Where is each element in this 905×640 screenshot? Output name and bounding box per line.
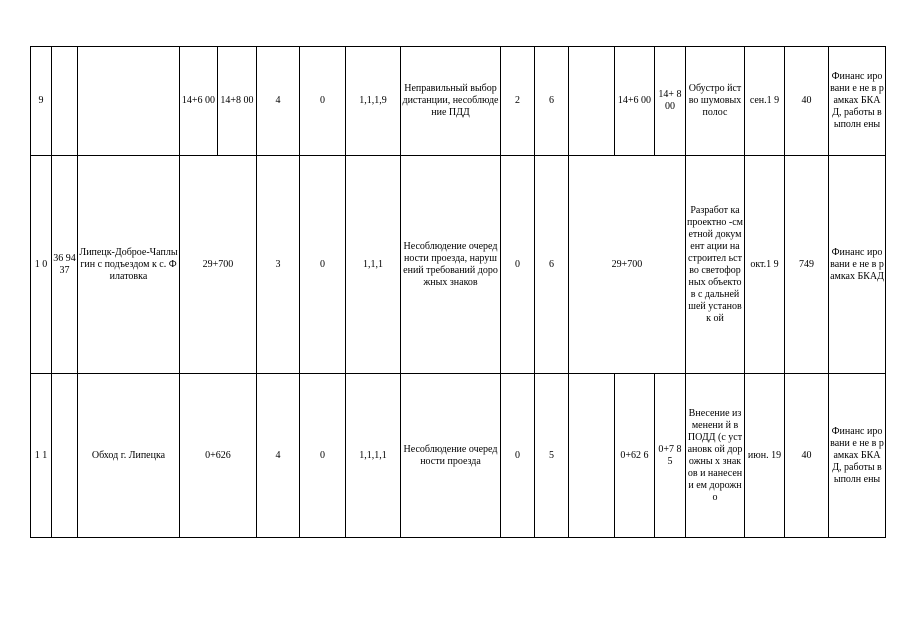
date: июн. 19 (745, 374, 785, 538)
measure: Разработ ка проектно -сметной документ ации на строител ьство светофор ных объектов с дальней шей установк ой (686, 156, 745, 374)
km-end: 14+8 00 (218, 47, 257, 156)
injured-count: 4 (257, 47, 300, 156)
injured-count: 4 (257, 374, 300, 538)
row-number: 1 0 (31, 156, 52, 374)
table-row (31, 374, 886, 538)
road-name: Липецк-Доброе-Чаплыгин с подъездом к с. Филатовка (78, 156, 180, 374)
work-end: 14+ 800 (655, 47, 686, 156)
class-code: 1,1,1,9 (346, 47, 401, 156)
value-a: 0 (501, 374, 535, 538)
measure: Внесение изменени й в ПОДД (с установк ой дорожны х знаков и нанесени ем дорожно (686, 374, 745, 538)
financing: Финанс ировани е не в рамках БКАД (829, 156, 886, 374)
measure: Обустро йство шумовых полос (686, 47, 745, 156)
value-b: 5 (535, 374, 569, 538)
work-start: 14+6 00 (615, 47, 655, 156)
killed-count: 0 (300, 47, 346, 156)
work-position: 29+700 (569, 156, 686, 374)
date: окт.1 9 (745, 156, 785, 374)
road-name (78, 47, 180, 156)
date: сен.1 9 (745, 47, 785, 156)
deficiency: Неправильный выбор дистанции, несоблюдение ПДД (401, 47, 501, 156)
class-code: 1,1,1 (346, 156, 401, 374)
cost: 40 (785, 374, 829, 538)
killed-count: 0 (300, 374, 346, 538)
table-row (31, 47, 886, 156)
value-b: 6 (535, 156, 569, 374)
table-row (31, 156, 886, 374)
work-end: 0+7 85 (655, 374, 686, 538)
road-code (52, 47, 78, 156)
class-code: 1,1,1,1 (346, 374, 401, 538)
km-position: 0+626 (180, 374, 257, 538)
km-start: 14+6 00 (180, 47, 218, 156)
deficiency: Несоблюдение очередности проезда, нарушений требований дорожных знаков (401, 156, 501, 374)
financing: Финанс ировани е не в рамках БКАД, работы выполн ены (829, 47, 886, 156)
cost: 749 (785, 156, 829, 374)
km-position: 29+700 (180, 156, 257, 374)
value-a: 2 (501, 47, 535, 156)
row-number: 9 (31, 47, 52, 156)
road-name: Обход г. Липецка (78, 374, 180, 538)
blank-cell (569, 47, 615, 156)
road-code: 36 94 37 (52, 156, 78, 374)
row-number: 1 1 (31, 374, 52, 538)
financing: Финанс ировани е не в рамках БКАД, работы выполн ены (829, 374, 886, 538)
work-start: 0+62 6 (615, 374, 655, 538)
killed-count: 0 (300, 156, 346, 374)
road-code (52, 374, 78, 538)
blank-cell (569, 374, 615, 538)
deficiency: Несоблюдение очередности проезда (401, 374, 501, 538)
injured-count: 3 (257, 156, 300, 374)
value-a: 0 (501, 156, 535, 374)
value-b: 6 (535, 47, 569, 156)
accident-sites-table (30, 46, 886, 538)
cost: 40 (785, 47, 829, 156)
